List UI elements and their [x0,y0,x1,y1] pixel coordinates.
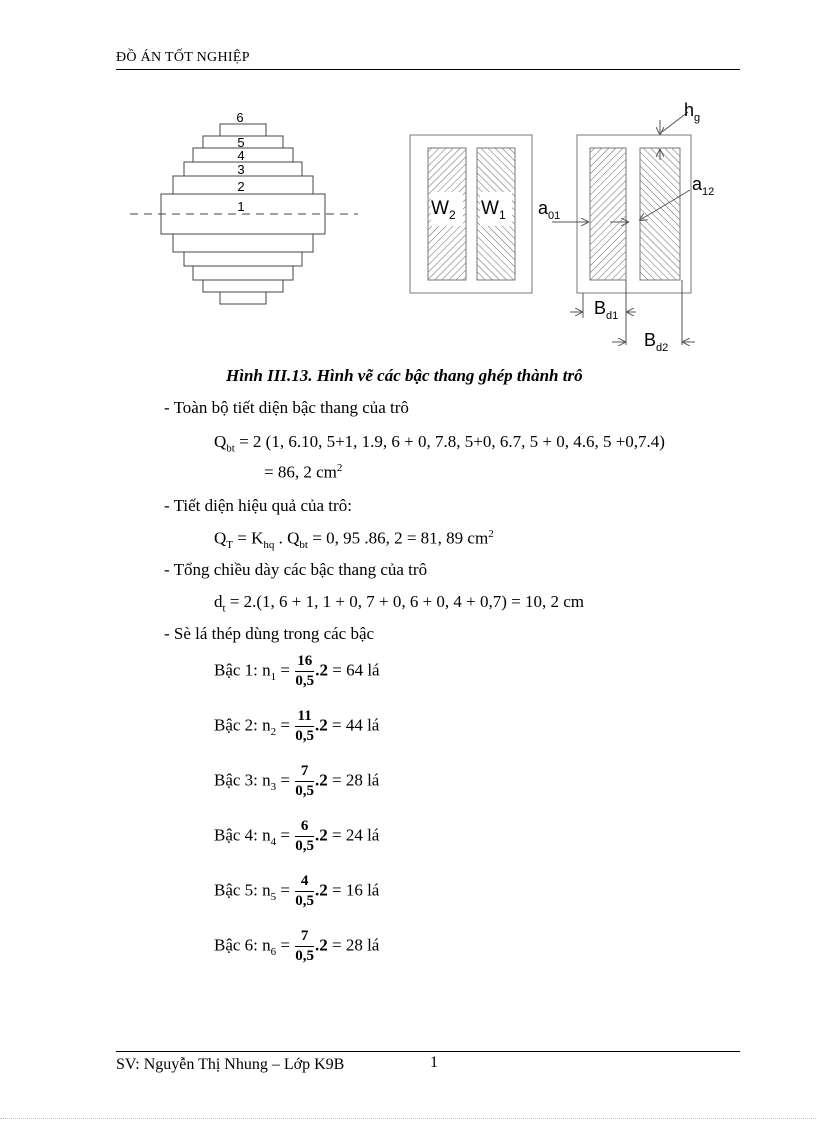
formula-q-bt-result: = 86, 2 $cm^2$ [264,462,343,482]
fraction: $\frac{7}{0,5}$ [295,763,314,799]
formula-q-bt: $Q_{bt} = 2$ (1, 6.10, 5+1, 1.9, 6 + 0, 7.8, 5+0, 6.7, 5 + 0, 4.6, 5 +0,7.4) [214,432,665,455]
fraction: $\frac{11}{0,5}$ [295,708,314,744]
step-formula-1: Bậc 1: $n_1$ = $\frac{16}{0,5}$ .2 = 64 lá [214,653,380,689]
step-formula-3: Bậc 3: $n_3$ = $\frac{7}{0,5}$ .2 = 28 lá [214,763,380,799]
transformer-window-right [577,135,691,293]
step-label-3: 3 [237,162,245,177]
winding-label-w1: $W_1$ [481,198,506,222]
fraction: $\frac{4}{0,5}$ [295,873,314,909]
dim-label-bd2: $B_{d2}$ [644,330,669,354]
page-header-title: ĐỒ ÁN TỐT NGHIỆP [116,50,250,65]
step-label-1: 1 [237,199,245,214]
step-label-2: 2 [237,179,245,194]
fraction: $\frac{6}{0,5}$ [295,818,314,854]
formula-dt: $d_t = 2.(1$, 6 + 1, 1 + 0, 7 + 0, 6 + 0, 4 + 0,7) = 10, 2 cm [214,592,585,615]
dim-label-bd1: $B_{d1}$ [594,298,619,322]
page-bottom-dotted-line [0,1118,816,1119]
step-label-5: 5 [237,135,245,150]
formula-qt: $Q_T = K_{hq}$ . $Q_{bt} = 0$, 95 .86, 2 = 81, 89 $cm^2$ [214,528,494,552]
dim-label-hg: $h_g$ [684,100,701,124]
fraction: $\frac{7}{0,5}$ [295,928,314,964]
item-total-area: - Toàn bộ tiết diện bậc thang của trô [164,398,409,417]
figure-caption: Hình III.13. Hình vẽ các bậc thang ghép thành trô [226,366,583,385]
step-label-6: 6 [236,110,244,125]
fraction: $\frac{16}{0,5}$ [295,653,315,689]
winding-label-w2: $W_2$ [431,198,456,222]
dim-label-a01: $a_{01}$ [538,198,561,222]
footer-student: SV: Nguyễn Thị Nhung – Lớp K9B [116,1056,345,1073]
item-total-thickness: - Tổng chiều dày các bậc thang của trô [164,560,428,579]
step-formula-4: Bậc 4: $n_4$ = $\frac{6}{0,5}$ .2 = 24 lá [214,818,380,854]
page-number: 1 [430,1054,438,1071]
step-formula-5: Bậc 5: $n_5$ = $\frac{4}{0,5}$ .2 = 16 lá [214,873,380,909]
item-effective-area: - Tiết diện hiệu quả của trô: [164,496,352,515]
item-sheet-count: - Sè lá thép dùng trong các bậc [164,624,375,643]
step-formula-6: Bậc 6: $n_6$ = $\frac{7}{0,5}$ .2 = 28 lá [214,928,380,964]
transformer-window-left [410,135,532,293]
step-label-4: 4 [237,148,245,163]
step-formula-2: Bậc 2: $n_2$ = $\frac{11}{0,5}$ .2 = 44 lá [214,708,380,744]
figure-core-steps [0,0,816,360]
footer-rule [116,1051,740,1052]
dim-label-a12: $a_{12}$ [692,174,715,198]
